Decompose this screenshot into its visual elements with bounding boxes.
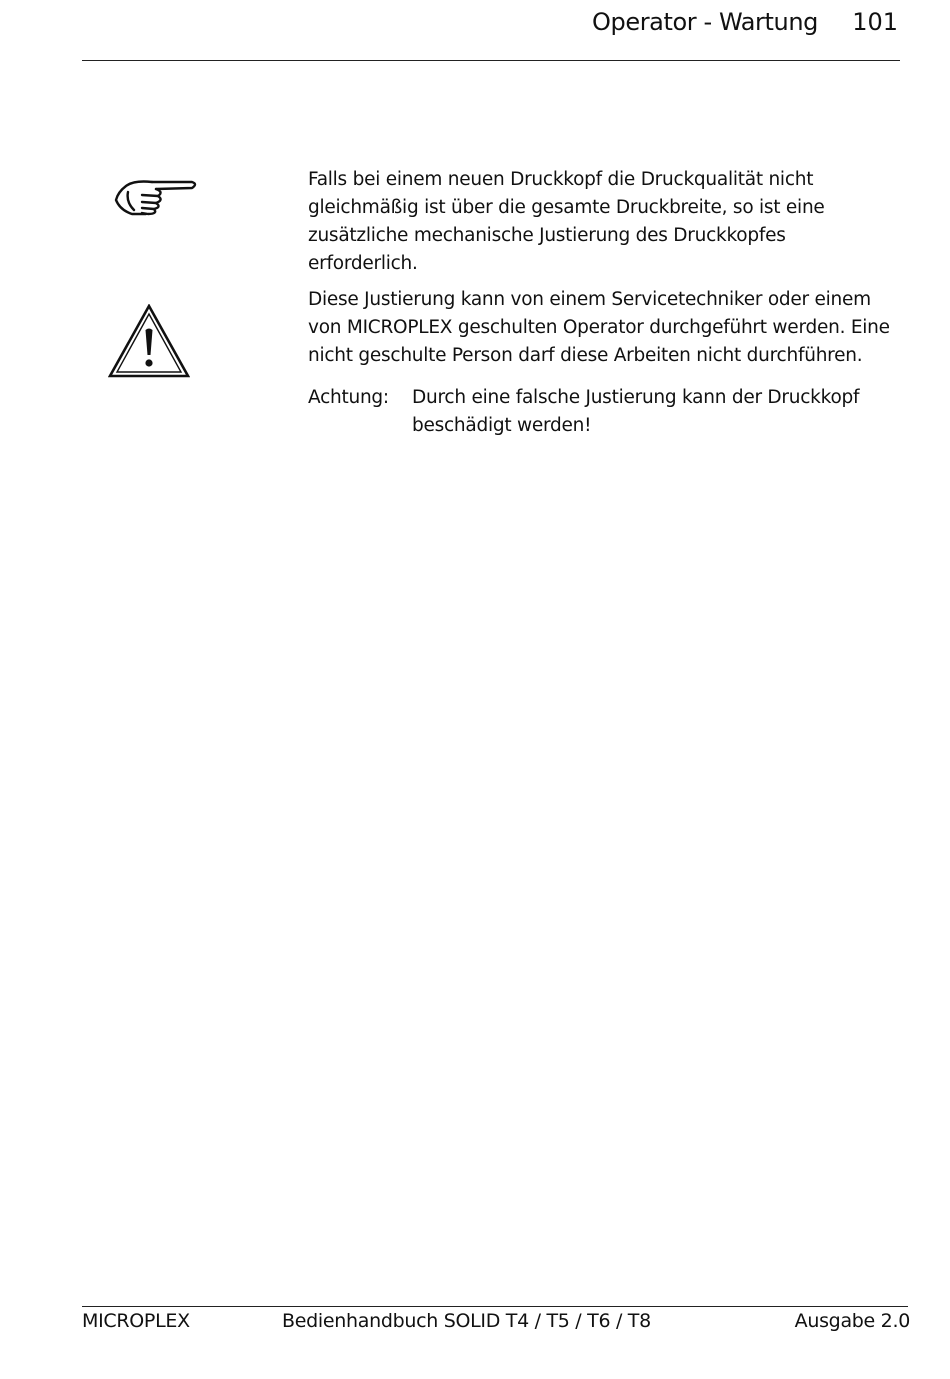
page-number: 101 xyxy=(852,8,898,36)
text-line: erforderlich. xyxy=(308,253,418,274)
text-line: von MICROPLEX geschulten Operator durchgeführt werden. Eine xyxy=(308,317,890,338)
text-line: beschädigt werden! xyxy=(412,415,592,436)
warning-text xyxy=(412,384,898,440)
footer-company: MICROPLEX xyxy=(82,1310,190,1332)
warning-triangle-icon xyxy=(108,304,190,378)
pointing-hand-icon xyxy=(112,176,198,218)
paragraph-adjustment-personnel xyxy=(308,286,898,370)
text-line: nicht geschulte Person darf diese Arbeiten nicht durchführen. xyxy=(308,345,863,366)
text-line: Diese Justierung kann von einem Servicetechniker oder einem xyxy=(308,289,871,310)
footer-manual-title: Bedienhandbuch SOLID T4 / T5 / T6 / T8 xyxy=(282,1310,651,1332)
warning-label: Achtung: xyxy=(308,387,389,408)
text-line: gleichmäßig ist über die gesamte Druckbreite, so ist eine xyxy=(308,197,825,218)
footer-divider xyxy=(82,1306,908,1307)
text-line: zusätzliche mechanische Justierung des Druckkopfes xyxy=(308,225,786,246)
footer-edition: Ausgabe 2.0 xyxy=(794,1310,910,1332)
page-header-title: Operator - Wartung xyxy=(592,8,818,36)
header-divider xyxy=(82,60,900,61)
text-line: Falls bei einem neuen Druckkopf die Druckqualität nicht xyxy=(308,169,814,190)
paragraph-print-quality xyxy=(308,166,898,278)
text-line: Durch eine falsche Justierung kann der Druckkopf xyxy=(412,387,860,408)
